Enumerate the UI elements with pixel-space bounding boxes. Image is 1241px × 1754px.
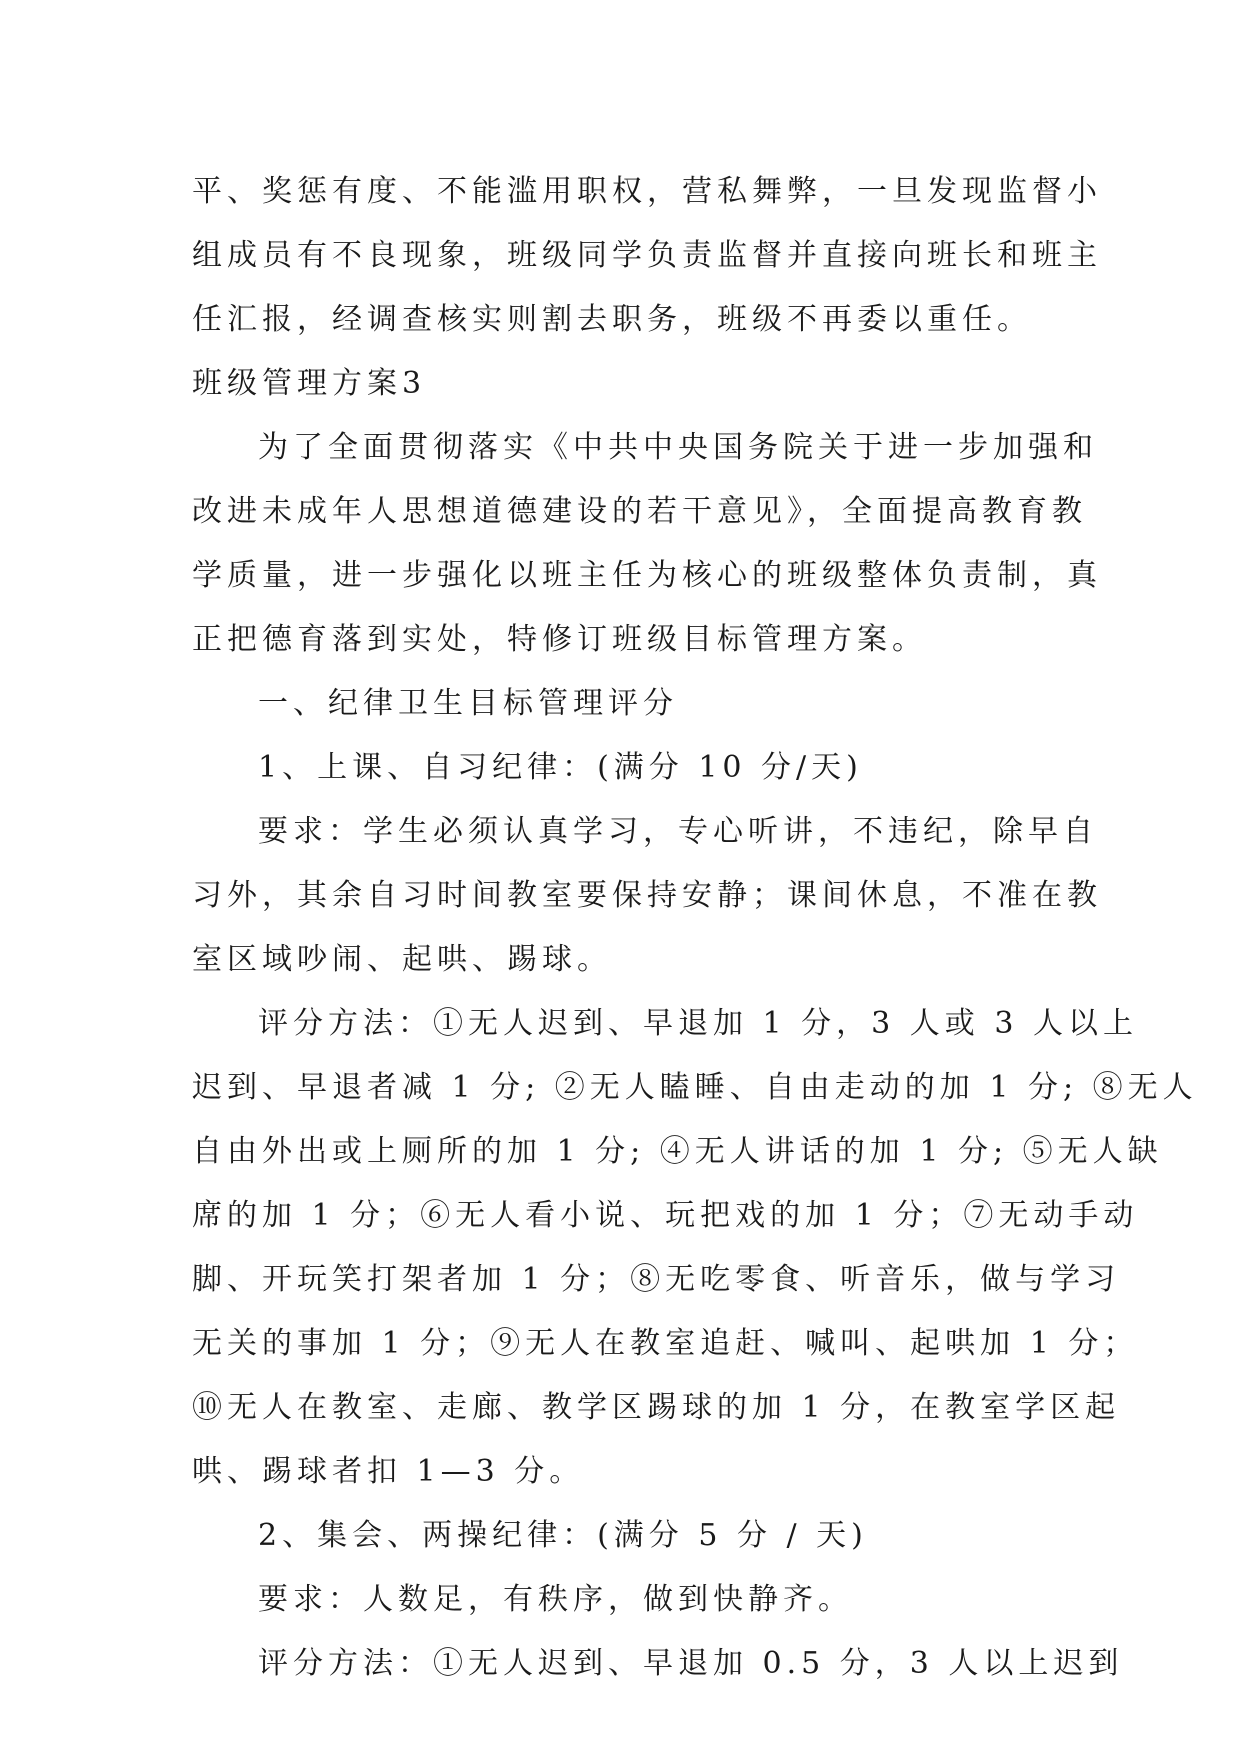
text-line: ⑩无人在教室、走廊、教学区踢球的加 1 分，在教室学区起 [192, 1390, 1121, 1425]
text-line: 为了全面贯彻落实《中共中央国务院关于进一步加强和 [258, 430, 1098, 465]
text-line: 习外，其余自习时间教室要保持安静；课间休息，不准在教 [192, 878, 1102, 913]
text-line: 无关的事加 1 分；⑨无人在教室追赶、喊叫、起哄加 1 分； [192, 1326, 1139, 1361]
text-line: 室区域吵闹、起哄、踢球。 [192, 942, 612, 977]
text-line: 1、上课、自习纪律：(满分 10 分/天) [258, 750, 863, 785]
text-line: 学质量，进一步强化以班主任为核心的班级整体负责制，真 [192, 558, 1102, 593]
text-line: 要求：人数足，有秩序，做到快静齐。 [258, 1582, 853, 1617]
text-line: 任汇报，经调查核实则割去职务，班级不再委以重任。 [192, 302, 1032, 337]
text-line: 迟到、早退者减 1 分; ②无人瞌睡、自由走动的加 1 分; ⑧无人 [192, 1070, 1198, 1105]
text-line: 一、纪律卫生目标管理评分 [258, 686, 678, 721]
text-line: 正把德育落到实处，特修订班级目标管理方案。 [192, 622, 927, 657]
text-line: 自由外出或上厕所的加 1 分; ④无人讲话的加 1 分; ⑤无人缺 [192, 1134, 1163, 1169]
text-line: 组成员有不良现象，班级同学负责监督并直接向班长和班主 [192, 238, 1102, 273]
text-line: 席的加 1 分；⑥无人看小说、玩把戏的加 1 分；⑦无动手动 [192, 1198, 1139, 1233]
text-line: 评分方法：①无人迟到、早退加 1 分，3 人或 3 人以上 [258, 1006, 1138, 1041]
text-line: 改进未成年人思想道德建设的若干意见》，全面提高教育教 [192, 494, 1087, 529]
document-body [192, 160, 1198, 1696]
section-heading: 班级管理方案3 [192, 366, 427, 401]
text-line: 哄、踢球者扣 1—3 分。 [192, 1454, 585, 1489]
text-line: 脚、开玩笑打架者加 1 分；⑧无吃零食、听音乐，做与学习 [192, 1262, 1121, 1297]
text-line: 平、奖惩有度、不能滥用职权，营私舞弊，一旦发现监督小 [192, 174, 1102, 209]
text-line: 2、集会、两操纪律：(满分 5 分 / 天) [258, 1518, 868, 1553]
text-line: 评分方法：①无人迟到、早退加 0.5 分，3 人以上迟到 [258, 1646, 1124, 1681]
text-line: 要求：学生必须认真学习，专心听讲，不违纪，除早自 [258, 814, 1098, 849]
